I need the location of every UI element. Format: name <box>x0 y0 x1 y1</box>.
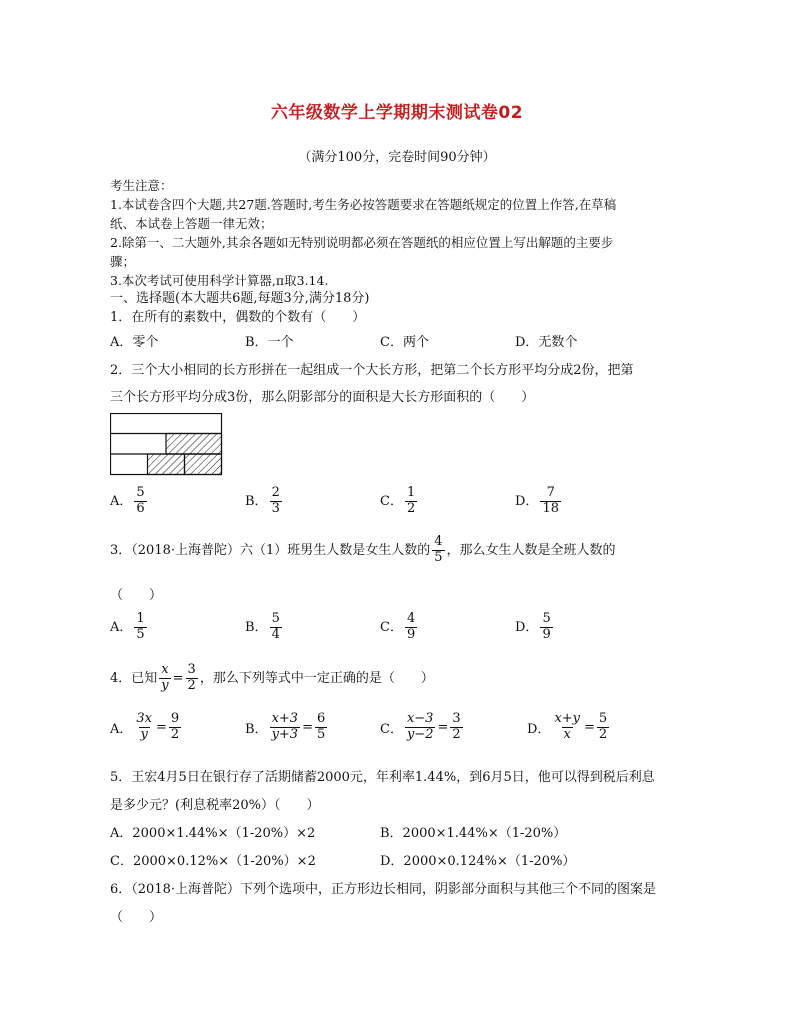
question-2-line2: 三个长方形平均分成3份，那么阴影部分的面积是大长方形面积的（ ） <box>110 390 535 405</box>
q4-option-a[interactable]: A． $\frac{3x}{y}$ = $\frac{9}{2}$ <box>110 711 180 742</box>
answer-paren: （ ） <box>110 910 163 925</box>
q4-option-c[interactable]: C． $\frac{x-3}{y-2}$ = $\frac{3}{2}$ <box>380 711 461 742</box>
question-1-text: 1．在所有的素数中，偶数的个数有（ ） <box>110 310 366 325</box>
q4-option-b[interactable]: B． $\frac{x+3}{y+3}$ = $\frac{6}{5}$ <box>245 711 326 742</box>
question-2-line1: 2．三个大小相同的长方形拼在一起组成一个大长方形，把第二个长方形平均分成2份，把第 <box>110 363 634 378</box>
q3-option-d[interactable]: D． $\frac{5}{9}$ <box>515 611 551 642</box>
exam-subtitle: （满分100分，完卷时间90分钟） <box>298 150 496 165</box>
notice-line: 2.除第一、二大题外,其余各题如无特别说明都必须在答题纸的相应位置上写出解题的主要步 <box>110 235 614 250</box>
question-5-line1: 5．王宏4月5日在银行存了活期储蓄2000元，年利率1.44%，到6月5日，他可以得到税后利息 <box>110 770 655 785</box>
q1-option-a[interactable]: A．零个 <box>110 335 159 350</box>
question-5-line2: 是多少元？(利息税率20%）（ ） <box>110 798 320 813</box>
shaded-third-1 <box>148 454 185 475</box>
q2-option-a[interactable]: A． $\frac{5}{6}$ <box>110 485 145 516</box>
page-title: 六年级数学上学期期末测试卷02 <box>270 103 524 123</box>
q2-option-c[interactable]: C． $\frac{1}{2}$ <box>380 485 416 516</box>
shaded-half <box>166 434 222 455</box>
q3-option-c[interactable]: C． $\frac{4}{9}$ <box>380 611 416 642</box>
notice-line: 骤； <box>110 254 136 269</box>
q5-option-a[interactable]: A．2000×1.44%×（1-20%）×2 <box>110 826 316 841</box>
notice-heading: 考生注意： <box>110 178 173 193</box>
notice-line: 3.本次考试可使用科学计算器,π取3.14. <box>110 273 329 288</box>
notice-line: 纸、本试卷上答题一律无效； <box>110 216 273 231</box>
rectangles-diagram <box>110 413 224 477</box>
q3-option-a[interactable]: A． $\frac{1}{5}$ <box>110 611 145 642</box>
q1-option-c[interactable]: C．两个 <box>380 335 429 350</box>
answer-paren: （ ） <box>110 588 163 603</box>
notice-line: 1.本试卷含四个大题,共27题.答题时,考生务必按答题要求在答题纸规定的位置上作答,在草稿 <box>110 197 617 212</box>
q5-option-d[interactable]: D．2000×0.124%×（1-20%） <box>380 854 576 869</box>
q1-option-d[interactable]: D．无数个 <box>515 335 578 350</box>
shaded-third-2 <box>185 454 222 475</box>
q1-option-b[interactable]: B．一个 <box>245 335 294 350</box>
question-4-text: 4．已知 $\frac{x}{y}$ = $\frac{3}{2}$ ，那么下列等式中一定正确的是（ ） <box>110 662 434 693</box>
question-6-line1: 6．（2018·上海普陀）下列个选项中，正方形边长相同，阴影部分面积与其他三个不同的图案是 <box>110 882 656 897</box>
q5-option-c[interactable]: C．2000×0.12%×（1-20%）×2 <box>110 854 316 869</box>
q2-option-d[interactable]: D． $\frac{7}{18}$ <box>515 485 559 516</box>
q5-option-b[interactable]: B．2000×1.44%×（1-20%） <box>380 826 567 841</box>
question-3-text: 3．（2018·上海普陀）六（1）班男生人数是女生人数的 $\frac{4}{5}$ ，那么女生人数是全班人数的 <box>110 534 616 565</box>
section-heading: 一、选择题(本大题共6题,每题3分,满分18分) <box>110 291 370 306</box>
q4-option-d[interactable]: D． $\frac{x+y}{x}$ = $\frac{5}{2}$ <box>527 711 608 742</box>
q2-option-b[interactable]: B． $\frac{2}{3}$ <box>245 485 280 516</box>
q3-option-b[interactable]: B． $\frac{5}{4}$ <box>245 611 280 642</box>
